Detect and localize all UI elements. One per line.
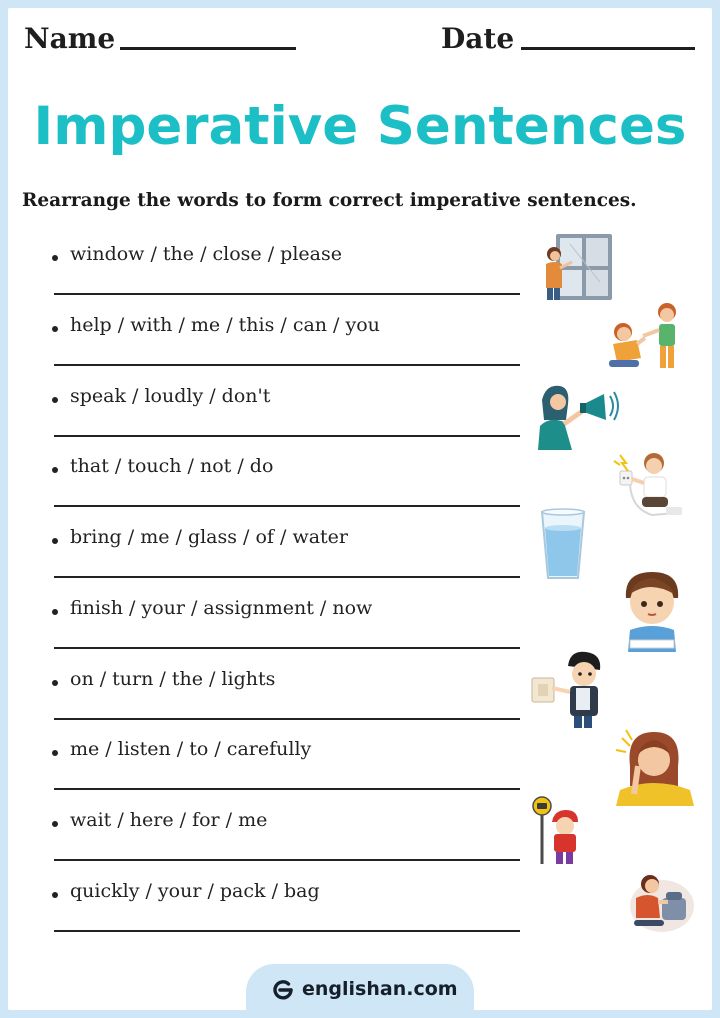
woman-listening-icon [612, 726, 696, 806]
word-prompt: on / turn / the / lights [70, 668, 276, 690]
glass-of-water-icon [538, 506, 588, 582]
answer-line[interactable] [54, 293, 520, 295]
woman-closing-window-icon [540, 232, 614, 302]
bullet-icon [52, 467, 58, 473]
page-title: Imperative Sentences [33, 96, 687, 157]
answer-line[interactable] [54, 718, 520, 720]
word-prompt: me / listen / to / carefully [70, 738, 312, 760]
word-prompt: bring / me / glass / of / water [70, 526, 348, 548]
answer-line[interactable] [54, 647, 520, 649]
date-label: Date [441, 22, 515, 55]
bullet-icon [52, 538, 58, 544]
bullet-icon [52, 750, 58, 756]
bullet-icon [52, 680, 58, 686]
answer-line[interactable] [54, 930, 520, 932]
child-helping-friend-icon [603, 300, 689, 380]
boy-writing-icon [620, 568, 684, 652]
bullet-icon [52, 892, 58, 898]
instructions: Rearrange the words to form correct imperative sentences. [22, 190, 637, 211]
word-prompt: finish / your / assignment / now [70, 597, 373, 619]
answer-line[interactable] [54, 435, 520, 437]
word-prompt: quickly / your / pack / bag [70, 880, 320, 902]
boy-bus-stop-icon [532, 796, 586, 866]
word-prompt: window / the / close / please [70, 243, 342, 265]
bullet-icon [52, 609, 58, 615]
bullet-icon [52, 821, 58, 827]
word-prompt: wait / here / for / me [70, 809, 268, 831]
footer-site-link[interactable]: englishan.com [302, 978, 458, 1000]
englishan-logo-icon [272, 979, 294, 1001]
answer-line[interactable] [54, 576, 520, 578]
child-touching-socket-icon [612, 449, 690, 521]
answer-line[interactable] [54, 788, 520, 790]
word-prompt: speak / loudly / don't [70, 385, 271, 407]
answer-line[interactable] [54, 505, 520, 507]
word-prompt: that / touch / not / do [70, 455, 274, 477]
bullet-icon [52, 326, 58, 332]
bullet-icon [52, 397, 58, 403]
answer-line[interactable] [54, 859, 520, 861]
boy-light-switch-icon [530, 650, 608, 730]
word-prompt: help / with / me / this / can / you [70, 314, 380, 336]
bullet-icon [52, 255, 58, 261]
person-packing-bag-icon [622, 868, 696, 934]
woman-megaphone-icon [536, 380, 622, 450]
date-field[interactable] [521, 47, 695, 50]
answer-line[interactable] [54, 364, 520, 366]
name-label: Name [24, 22, 116, 55]
name-field[interactable] [120, 47, 296, 50]
